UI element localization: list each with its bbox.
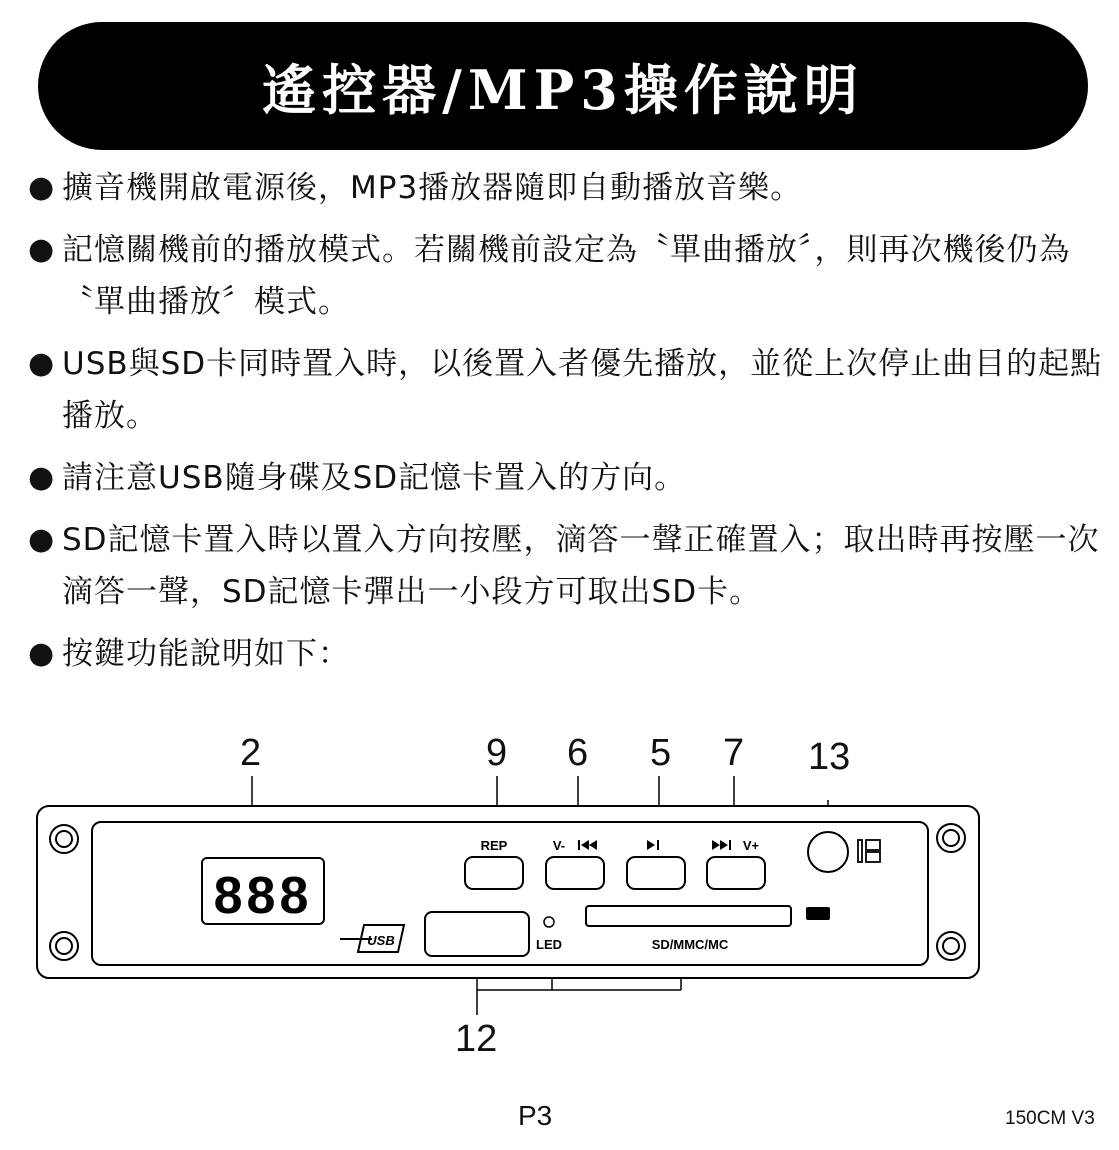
led-label: LED	[536, 937, 562, 952]
ir-receiver	[808, 832, 848, 872]
list-item: ● SD記憶卡置入時以置入方向按壓，滴答一聲正確置入；取出時再按壓一次滴答一聲，SD記憶卡彈出一小段方可取出SD卡。	[28, 514, 1103, 618]
callout-ir: 13	[808, 736, 851, 778]
bullet-icon: ●	[28, 346, 56, 381]
callout-prev: 6	[567, 732, 589, 774]
vplus-label: V+	[742, 838, 760, 853]
callout-slots: 12	[455, 1018, 498, 1060]
list-item: ● 按鍵功能說明如下：	[28, 628, 1103, 680]
usb-port	[425, 912, 529, 956]
rep-label: REP	[480, 838, 508, 853]
bullet-icon: ●	[28, 170, 56, 205]
display-digits: 888	[213, 867, 313, 925]
model-number: 150CM V3	[1005, 1108, 1095, 1129]
svg-text:USB: USB	[367, 933, 395, 948]
vminus-label: V-	[552, 838, 566, 853]
led-indicator-icon	[544, 917, 554, 927]
callout-rep: 9	[486, 732, 508, 774]
page-number: P3	[518, 1100, 553, 1131]
bullet-icon: ●	[28, 460, 56, 495]
callout-play: 5	[650, 732, 672, 774]
card-icon	[806, 907, 830, 920]
bullet-icon: ●	[28, 232, 56, 267]
card-slot-label: SD/MMC/MC	[651, 937, 729, 952]
page-title: 遙控器/MP3操作說明	[262, 57, 864, 122]
list-item: ● USB與SD卡同時置入時，以後置入者優先播放，並從上次停止曲目的起點播放。	[28, 338, 1103, 442]
list-item: ● 擴音機開啟電源後，MP3播放器隨即自動播放音樂。	[28, 162, 1103, 214]
card-slot	[586, 906, 791, 926]
list-item: ● 記憶關機前的播放模式。若關機前設定為〝單曲播放〞，則再次機後仍為〝單曲播放〞模式。	[28, 224, 1103, 328]
bullet-icon: ●	[28, 522, 56, 557]
bullet-icon: ●	[28, 636, 56, 671]
callout-next: 7	[723, 732, 745, 774]
list-item: ● 請注意USB隨身碟及SD記憶卡置入的方向。	[28, 452, 1103, 504]
callout-display: 2	[240, 732, 262, 774]
